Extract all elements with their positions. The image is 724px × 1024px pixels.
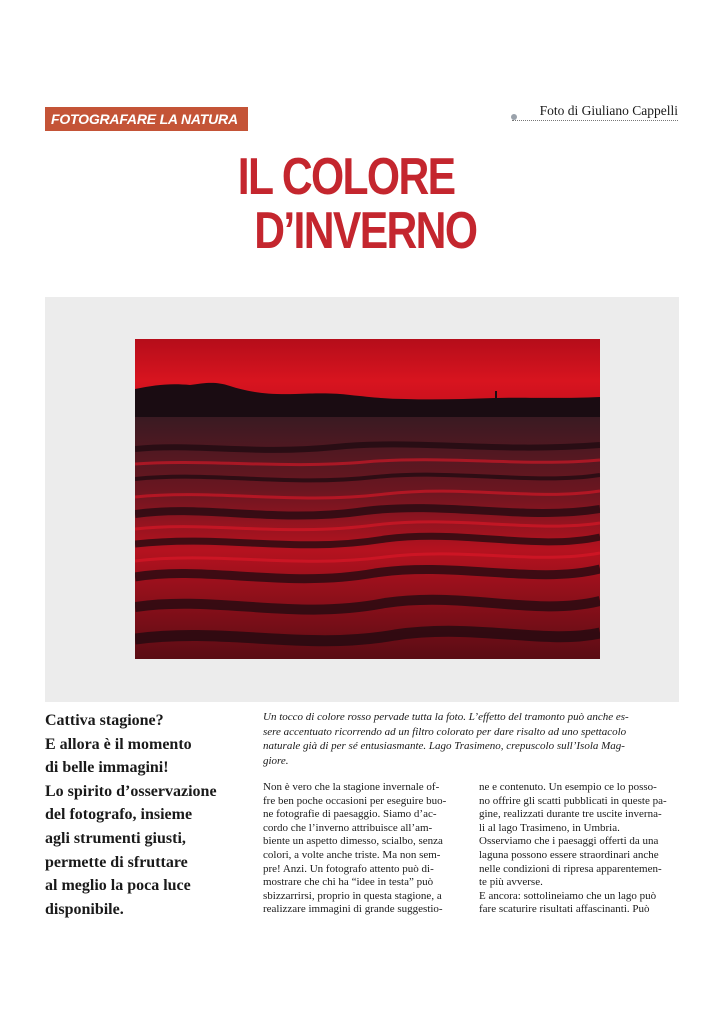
lead-line: del fotografo, insieme xyxy=(45,806,193,824)
body-line: Osserviamo che i paesaggi offerti da una xyxy=(479,835,659,848)
body-line: mostrare che chi ha “idee in testa” può xyxy=(263,876,434,889)
body-line: ne fotografie di paesaggio. Siamo d’ac- xyxy=(263,808,437,821)
lake-sunset-photo xyxy=(135,339,600,659)
lead-line: Cattiva stagione? xyxy=(45,712,164,729)
body-line: cordo che l’inverno attribuisce all’am- xyxy=(263,821,433,834)
lead-line: E allora è il momento xyxy=(45,735,192,753)
lead-line: Lo spirito d’osservazione xyxy=(45,782,217,800)
lake-sunset-image xyxy=(135,339,600,659)
lead-text xyxy=(45,709,245,921)
body-line: no offrire gli scatti pubblicati in queste pa- xyxy=(479,794,667,807)
lead-line: al meglio la poca luce xyxy=(45,877,191,895)
body-line: laguna possono essere straordinari anche xyxy=(479,848,659,861)
body-line: gine, realizzati durante tre uscite inverna- xyxy=(479,808,662,821)
lead-line: permette di sfruttare xyxy=(45,853,188,871)
caption-line: naturale già di per sé entusiasmante. Lago Trasimeno, crepuscolo sull’Isola Mag- xyxy=(263,740,625,752)
body-line: E ancora: sottolineiamo che un lago può xyxy=(479,889,657,902)
caption-line: Un tocco di colore rosso pervade tutta la foto. L’effetto del tramonto può anche es- xyxy=(263,711,629,723)
body-line: colori, a volte anche triste. Ma non sem- xyxy=(263,848,441,861)
body-line: fare scaturire risultati affascinanti. Può xyxy=(479,903,650,916)
photo-caption xyxy=(263,710,680,768)
title-line-2: D’INVERNO xyxy=(254,202,477,260)
body-line: ne e contenuto. Un esempio ce lo posso- xyxy=(479,781,657,793)
lead-line: agli strumenti giusti, xyxy=(45,829,186,847)
body-line: nelle condizioni di ripresa apparentemen- xyxy=(479,862,662,875)
body-line: Non è vero che la stagione invernale of- xyxy=(263,781,440,793)
lead-line: di belle immagini! xyxy=(45,759,169,777)
body-line: li al lago Trasimeno, in Umbria. xyxy=(479,821,620,834)
lead-line: disponibile. xyxy=(45,900,124,918)
body-line: realizzare immagini di grande suggestio- xyxy=(263,903,443,916)
article-title xyxy=(0,150,594,258)
body-line: biente un aspetto dimesso, scialbo, senza xyxy=(263,835,443,848)
body-line: te più avverse. xyxy=(479,876,543,889)
photo-credit: Foto di Giuliano Cappelli xyxy=(512,103,678,121)
title-line-1: IL COLORE xyxy=(237,148,455,206)
body-column-2 xyxy=(479,781,680,917)
body-line: pre! Anzi. Un fotografo attento può di- xyxy=(263,862,434,875)
section-tag: FOTOGRAFARE LA NATURA xyxy=(45,107,248,131)
caption-line: giore. xyxy=(263,754,289,767)
body-column-1 xyxy=(263,781,464,917)
body-line: sbizzarrirsi, proprio in questa stagione, a xyxy=(263,889,442,902)
caption-line: sere accentuato ricorrendo ad un filtro colorato per dare risalto ad uno spettacolo xyxy=(263,725,627,738)
body-line: fre ben poche occasioni per eseguire buo- xyxy=(263,794,447,807)
